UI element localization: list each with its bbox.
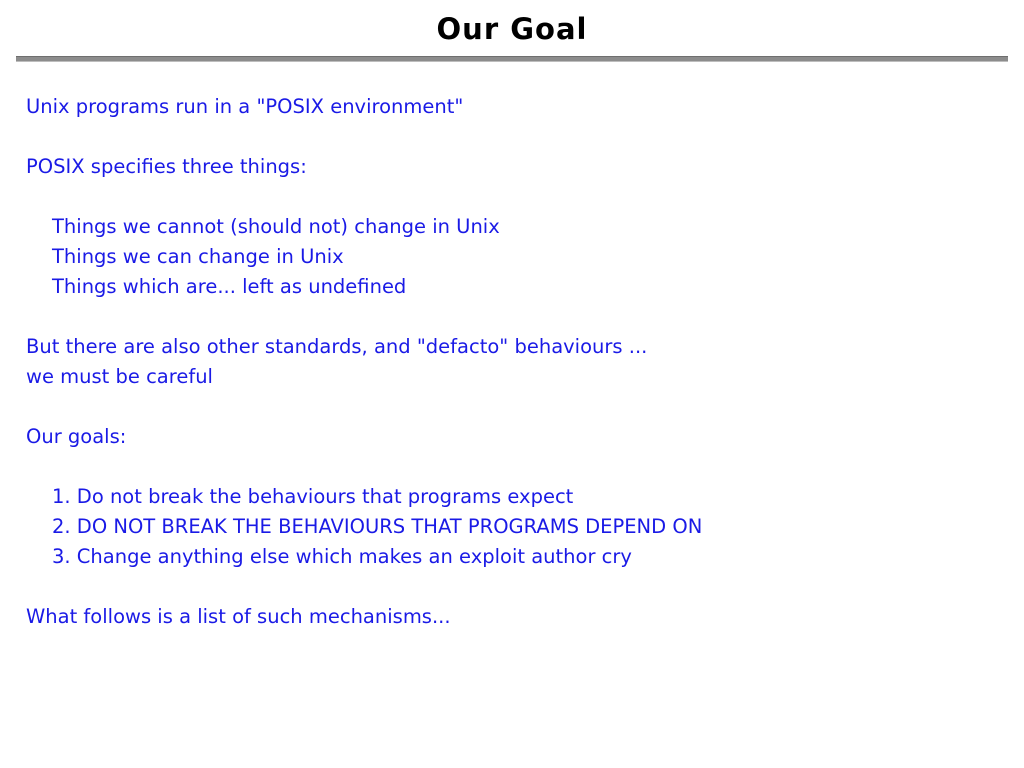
spacer xyxy=(26,452,998,482)
spacer xyxy=(26,392,998,422)
body-line: we must be careful xyxy=(26,364,213,388)
body-line: Things we cannot (should not) change in Unix xyxy=(52,214,500,238)
body-line: Our goals: xyxy=(26,424,127,448)
spacer xyxy=(26,302,998,332)
spacer xyxy=(26,572,998,602)
body-line: 3. Change anything else which makes an exploit author cry xyxy=(52,544,632,568)
page-title: Our Goal xyxy=(436,12,588,46)
body-line: Things which are... left as undefined xyxy=(52,274,407,298)
body-line: POSIX specifies three things: xyxy=(26,154,307,178)
spacer xyxy=(26,182,998,212)
slide-body xyxy=(0,62,1024,632)
spacer xyxy=(26,122,998,152)
body-line: Things we can change in Unix xyxy=(52,244,344,268)
body-line: 1. Do not break the behaviours that programs expect xyxy=(52,484,574,508)
body-line: But there are also other standards, and "defacto" behaviours ... xyxy=(26,334,648,358)
body-line: What follows is a list of such mechanisms... xyxy=(26,604,451,628)
body-line: 2. DO NOT BREAK THE BEHAVIOURS THAT PROGRAMS DEPEND ON xyxy=(52,514,703,538)
body-line: Unix programs run in a "POSIX environment" xyxy=(26,94,464,118)
